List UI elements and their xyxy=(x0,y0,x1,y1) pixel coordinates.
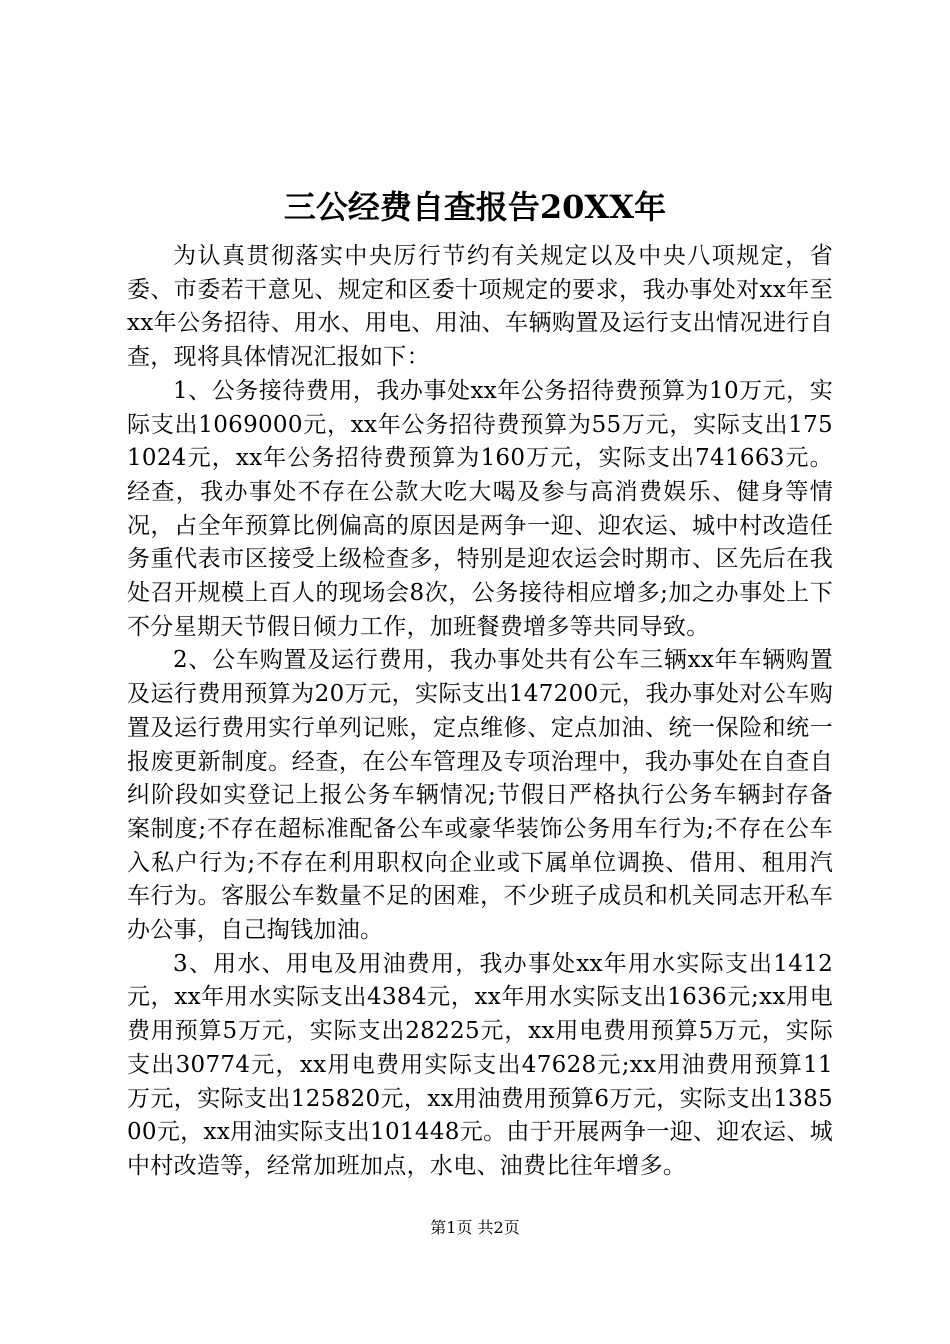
paragraph-utility-expenses: 3、用水、用电及用油费用，我办事处xx年用水实际支出1412元，xx年用水实际支出4384元，xx年用水实际支出1636元;xx用电费用预算5万元，实际支出28225元，xx用电费用预算5万元，实际支出30774元，xx用电费用实际支出47628元;xx用油费用预算11万元，实际支出125820元，xx用油费用预算6万元，实际支出138500元，xx用油实际支出101448元。由于开展两争一迎、迎农运、城中村改造等，经常加班加点，水电、油费比往年增多。 xyxy=(127,950,833,1179)
document-title: 三公经费自查报告20XX年 xyxy=(283,188,667,226)
document-body xyxy=(127,240,833,1184)
page-number-footer: 第1页 共2页 xyxy=(430,1218,520,1237)
paragraph-reception-expenses: 1、公务接待费用，我办事处xx年公务招待费预算为10万元，实际支出1069000元，xx年公务招待费预算为55万元，实际支出1751024元，xx年公务招待费预算为160万元，实际支出741663元。经查，我办事处不存在公款大吃大喝及参与高消费娱乐、健身等情况，占全年预算比例偏高的原因是两争一迎、迎农运、城中村改造任务重代表市区接受上级检查多，特别是迎农运会时期市、区先后在我处召开规模上百人的现场会8次，公务接待相应增多;加之办事处上下不分星期天节假日倾力工作，加班餐费增多等共同导致。 xyxy=(127,377,833,640)
paragraph-intro: 为认真贯彻落实中央厉行节约有关规定以及中央八项规定，省委、市委若干意见、规定和区委十项规定的要求，我办事处对xx年至xx年公务招待、用水、用电、用油、车辆购置及运行支出情况进行自查，现将具体情况汇报如下： xyxy=(127,243,833,371)
paragraph-vehicle-expenses: 2、公车购置及运行费用，我办事处共有公车三辆xx年车辆购置及运行费用预算为20万元，实际支出147200元，我办事处对公车购置及运行费用实行单列记账，定点维修、定点加油、统一保险和统一报废更新制度。经查，在公车管理及专项治理中，我办事处在自查自纠阶段如实登记上报公务车辆情况;节假日严格执行公务车辆封存备案制度;不存在超标准配备公车或豪华装饰公务用车行为;不存在公车入私户行为;不存在利用职权向企业或下属单位调换、借用、租用汽车行为。客服公车数量不足的困难，不少班子成员和机关同志开私车办公事，自己掏钱加油。 xyxy=(127,647,833,944)
